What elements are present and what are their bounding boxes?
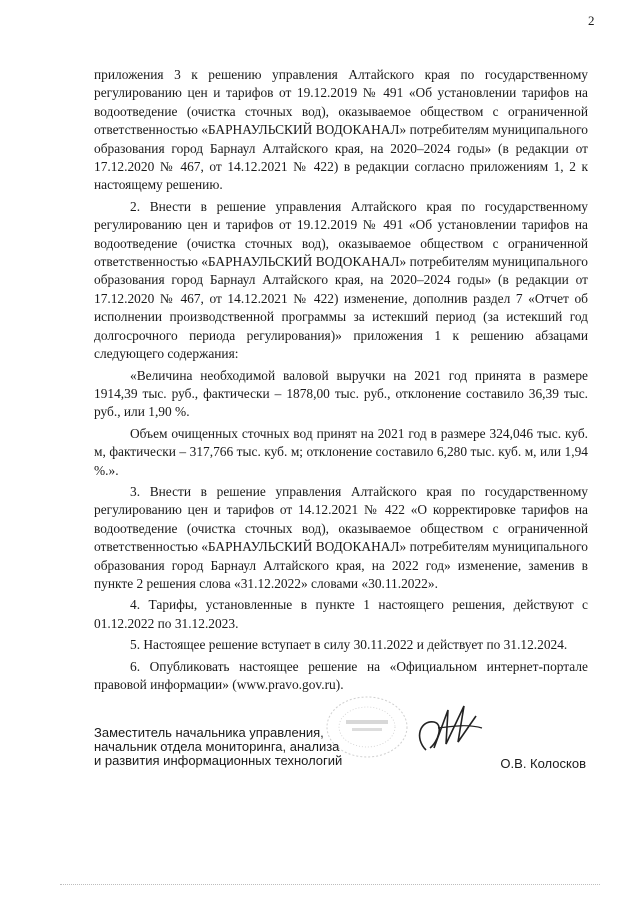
signature-block [94, 726, 594, 786]
signatory-title [94, 726, 394, 768]
paragraph-quote-volume: Объем очищенных сточных вод принят на 2021 год в размере 324,046 тыс. куб. м, фактически – 317,766 тыс. куб. м; отклонение составило 6,280 тыс. куб. м, или 1,94 %.». [94, 425, 588, 478]
document-body [94, 66, 588, 697]
paragraph-item-6: 6. Опубликовать настоящее решение на «Официальном интернет-портале правовой информации» (www.pravo.gov.ru). [94, 658, 588, 692]
paragraph-continuation: приложения 3 к решению управления Алтайского края по государственному регулированию цен и тарифов от 19.12.2019 № 491 «Об установлении тарифов на водоотведение (очистка сточных вод), оказываемое обществом с ограниченной ответственностью «БАРНАУЛЬСКИЙ ВОДОКАНАЛ» потребителям муниципального образования город Барнаул Алтайского края, на 2020–2024 годы» (в редакции от 17.12.2020 № 467, от 14.12.2021 № 422) в редакции согласно приложениям 1, 2 к настоящему решению. [94, 67, 588, 193]
paragraph-item-4: 4. Тарифы, установленные в пункте 1 настоящего решения, действуют с 01.12.2022 по 31.12.2023. [94, 597, 588, 631]
signatory-title-line: и развития информационных технологий [94, 753, 343, 768]
signatory-name: О.В. Колосков [500, 756, 586, 771]
signatory-title-line: начальник отдела мониторинга, анализа [94, 739, 340, 754]
paragraph-item-3: 3. Внести в решение управления Алтайского края по государственному регулированию цен и тарифов от 14.12.2021 № 422 «О корректировке тарифов на водоотведение (очистка сточных вод), оказываемое обществом с ограниченной ответственностью «БАРНАУЛЬСКИЙ ВОДОКАНАЛ» потребителям муниципального образования город Барнаул Алтайского края, на 2022 год» изменение, заменив в пункте 2 решения слова «31.12.2022» словами «30.11.2022». [94, 483, 588, 591]
scan-artifact-line [60, 884, 600, 886]
paragraph-item-2: 2. Внести в решение управления Алтайского края по государственному регулированию цен и тарифов от 19.12.2019 № 491 «Об установлении тарифов на водоотведение (очистка сточных вод), оказываемое обществом с ограниченной ответственностью «БАРНАУЛЬСКИЙ ВОДОКАНАЛ» потребителям муниципального образования город Барнаул Алтайского края, на 2020–2024 годы» (в редакции от 17.12.2020 № 467, от 14.12.2021 № 422) изменение, дополнив раздел 7 «Отчет об исполнении производственной программы за истекший период (за истекший год долгосрочного периода регулирования)» приложения 1 к решению абзацами следующего содержания: [94, 198, 588, 362]
page-number: 2 [588, 13, 595, 28]
paragraph-item-5: 5. Настоящее решение вступает в силу 30.11.2022 и действует по 31.12.2024. [130, 637, 568, 653]
paragraph-quote-revenue: «Величина необходимой валовой выручки на 2021 год принята в размере 1914,39 тыс. руб., фактически – 1878,00 тыс. руб., отклонение составило 36,39 тыс. руб., или 1,90 %. [94, 367, 588, 420]
signatory-title-line: Заместитель начальника управления, [94, 725, 324, 740]
